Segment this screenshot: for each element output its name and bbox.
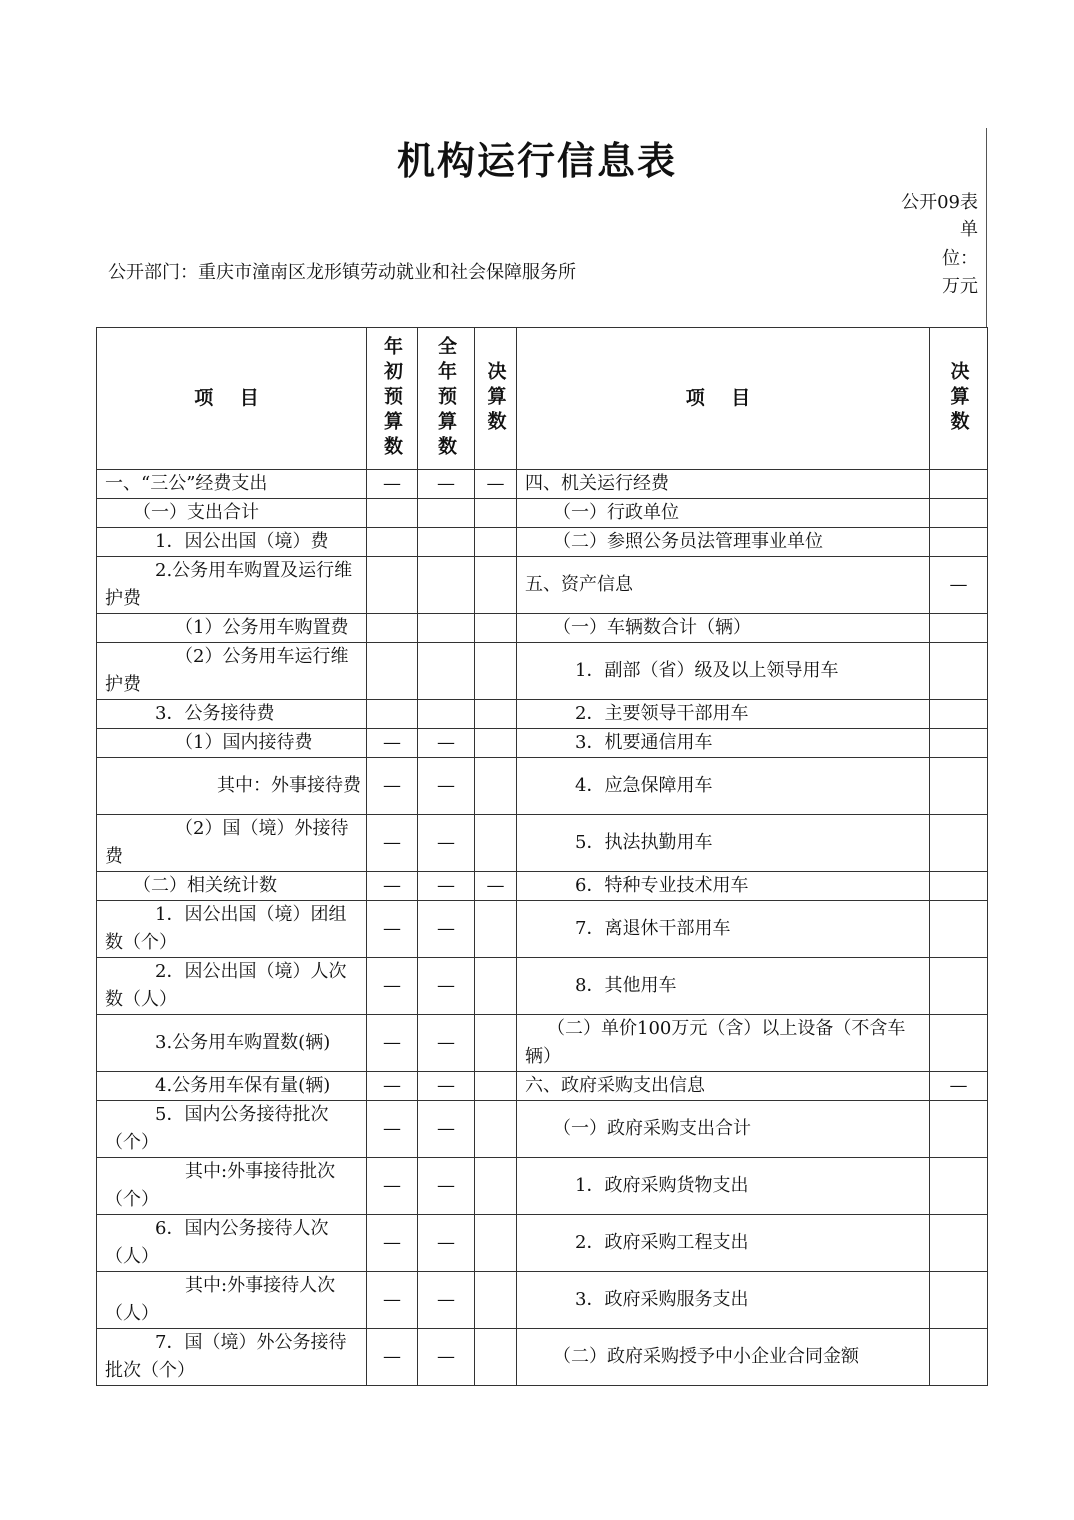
table-row bbox=[97, 1158, 988, 1215]
table-row bbox=[97, 729, 988, 758]
row-left-label: 其中：外事接待费 bbox=[97, 758, 367, 815]
unit-label: 单位：万元 bbox=[942, 219, 978, 297]
final-cell bbox=[475, 557, 517, 614]
row-left-label: （2）国（境）外接待费 bbox=[97, 815, 367, 872]
budget-full-cell: — bbox=[418, 815, 475, 872]
row-right-label: 5．执法执勤用车 bbox=[517, 815, 930, 872]
row-right-label: 7．离退休干部用车 bbox=[517, 901, 930, 958]
header-final: 决算数 bbox=[475, 328, 517, 470]
final-cell bbox=[475, 700, 517, 729]
row-right-label: 2．主要领导干部用车 bbox=[517, 700, 930, 729]
table-row bbox=[97, 901, 988, 958]
final-right-cell bbox=[930, 499, 988, 528]
final-cell bbox=[475, 1329, 517, 1386]
row-left-label: （1）国内接待费 bbox=[97, 729, 367, 758]
budget-initial-cell: — bbox=[367, 1072, 418, 1101]
final-right-cell: — bbox=[930, 557, 988, 614]
budget-full-cell: — bbox=[418, 901, 475, 958]
budget-full-cell: — bbox=[418, 470, 475, 499]
row-right-label: 2．政府采购工程支出 bbox=[517, 1215, 930, 1272]
table-row bbox=[97, 758, 988, 815]
budget-initial-cell: — bbox=[367, 815, 418, 872]
budget-initial-cell bbox=[367, 700, 418, 729]
table-row bbox=[97, 700, 988, 729]
budget-initial-cell: — bbox=[367, 901, 418, 958]
final-right-cell bbox=[930, 1158, 988, 1215]
row-right-label: 五、资产信息 bbox=[517, 557, 930, 614]
final-right-cell bbox=[930, 1101, 988, 1158]
table-row bbox=[97, 528, 988, 557]
final-cell: — bbox=[475, 872, 517, 901]
final-right-cell bbox=[930, 901, 988, 958]
row-right-label: （一）政府采购支出合计 bbox=[517, 1101, 930, 1158]
row-right-label: 1．副部（省）级及以上领导用车 bbox=[517, 643, 930, 700]
row-right-label: （二）单价100万元（含）以上设备（不含车辆） bbox=[517, 1015, 930, 1072]
row-right-label: 3．政府采购服务支出 bbox=[517, 1272, 930, 1329]
header-budget-initial: 年初预算数 bbox=[367, 328, 418, 470]
header-item-right: 项 目 bbox=[517, 328, 930, 470]
row-left-label: 1．因公出国（境）团组数（个） bbox=[97, 901, 367, 958]
table-row bbox=[97, 1072, 988, 1101]
row-left-label: 1．因公出国（境）费 bbox=[97, 528, 367, 557]
budget-initial-cell: — bbox=[367, 1329, 418, 1386]
final-right-cell bbox=[930, 1215, 988, 1272]
budget-initial-cell: — bbox=[367, 758, 418, 815]
row-left-label: 5．国内公务接待批次（个） bbox=[97, 1101, 367, 1158]
row-left-label: （一）支出合计 bbox=[97, 499, 367, 528]
table-row bbox=[97, 1329, 988, 1386]
final-right-cell bbox=[930, 872, 988, 901]
budget-full-cell bbox=[418, 499, 475, 528]
row-left-label: 一、“三公”经费支出 bbox=[97, 470, 367, 499]
final-right-cell bbox=[930, 1329, 988, 1386]
row-right-label: （二）政府采购授予中小企业合同金额 bbox=[517, 1329, 930, 1386]
table-row bbox=[97, 499, 988, 528]
row-left-label: （二）相关统计数 bbox=[97, 872, 367, 901]
final-cell bbox=[475, 1215, 517, 1272]
final-cell bbox=[475, 958, 517, 1015]
budget-full-cell bbox=[418, 557, 475, 614]
budget-full-cell: — bbox=[418, 1072, 475, 1101]
table-row bbox=[97, 958, 988, 1015]
final-cell bbox=[475, 614, 517, 643]
table-row bbox=[97, 815, 988, 872]
budget-full-cell: — bbox=[418, 1101, 475, 1158]
row-right-label: 四、机关运行经费 bbox=[517, 470, 930, 499]
final-right-cell bbox=[930, 958, 988, 1015]
table-row bbox=[97, 643, 988, 700]
department-label: 公开部门：重庆市潼南区龙形镇劳动就业和社会保障服务所 bbox=[108, 262, 576, 283]
budget-full-cell: — bbox=[418, 958, 475, 1015]
budget-initial-cell bbox=[367, 499, 418, 528]
budget-full-cell bbox=[418, 643, 475, 700]
table-row bbox=[97, 1015, 988, 1072]
row-right-label: 8．其他用车 bbox=[517, 958, 930, 1015]
budget-full-cell: — bbox=[418, 758, 475, 815]
page-title: 机构运行信息表 bbox=[396, 139, 677, 183]
row-left-label: 6．国内公务接待人次（人） bbox=[97, 1215, 367, 1272]
info-table bbox=[96, 327, 988, 1386]
budget-full-cell: — bbox=[418, 1272, 475, 1329]
budget-initial-cell: — bbox=[367, 958, 418, 1015]
final-right-cell bbox=[930, 700, 988, 729]
budget-initial-cell: — bbox=[367, 872, 418, 901]
table-row bbox=[97, 1215, 988, 1272]
final-cell bbox=[475, 499, 517, 528]
budget-full-cell bbox=[418, 614, 475, 643]
final-right-cell bbox=[930, 758, 988, 815]
table-row bbox=[97, 557, 988, 614]
budget-full-cell: — bbox=[418, 1015, 475, 1072]
budget-initial-cell bbox=[367, 528, 418, 557]
final-cell bbox=[475, 901, 517, 958]
budget-full-cell bbox=[418, 700, 475, 729]
final-cell bbox=[475, 643, 517, 700]
header-budget-full: 全年预算数 bbox=[418, 328, 475, 470]
header-final-right: 决算数 bbox=[930, 328, 988, 470]
row-left-label: 2.公务用车购置及运行维护费 bbox=[97, 557, 367, 614]
budget-initial-cell: — bbox=[367, 1015, 418, 1072]
budget-initial-cell bbox=[367, 557, 418, 614]
budget-initial-cell: — bbox=[367, 729, 418, 758]
budget-initial-cell: — bbox=[367, 1215, 418, 1272]
table-row bbox=[97, 1101, 988, 1158]
budget-initial-cell: — bbox=[367, 1272, 418, 1329]
row-left-label: 3.公务用车购置数(辆) bbox=[97, 1015, 367, 1072]
final-cell bbox=[475, 1072, 517, 1101]
budget-full-cell: — bbox=[418, 872, 475, 901]
final-cell bbox=[475, 1101, 517, 1158]
final-cell bbox=[475, 1015, 517, 1072]
final-right-cell bbox=[930, 470, 988, 499]
final-right-cell bbox=[930, 643, 988, 700]
budget-full-cell: — bbox=[418, 1215, 475, 1272]
budget-full-cell: — bbox=[418, 729, 475, 758]
final-cell bbox=[475, 1158, 517, 1215]
table-row bbox=[97, 614, 988, 643]
row-left-label: 3．公务接待费 bbox=[97, 700, 367, 729]
row-left-label: 其中:外事接待人次（人） bbox=[97, 1272, 367, 1329]
final-cell bbox=[475, 758, 517, 815]
final-right-cell bbox=[930, 1015, 988, 1072]
final-cell bbox=[475, 528, 517, 557]
row-right-label: 3．机要通信用车 bbox=[517, 729, 930, 758]
row-right-label: （一）行政单位 bbox=[517, 499, 930, 528]
row-left-label: 其中:外事接待批次（个） bbox=[97, 1158, 367, 1215]
final-cell bbox=[475, 729, 517, 758]
budget-full-cell: — bbox=[418, 1329, 475, 1386]
right-rule-line bbox=[986, 128, 987, 328]
budget-initial-cell: — bbox=[367, 470, 418, 499]
budget-full-cell bbox=[418, 528, 475, 557]
row-right-label: 1．政府采购货物支出 bbox=[517, 1158, 930, 1215]
row-left-label: 7．国（境）外公务接待批次（个） bbox=[97, 1329, 367, 1386]
row-right-label: （一）车辆数合计（辆） bbox=[517, 614, 930, 643]
row-left-label: 2．因公出国（境）人次数（人） bbox=[97, 958, 367, 1015]
final-cell bbox=[475, 815, 517, 872]
header-item: 项 目 bbox=[97, 328, 367, 470]
row-right-label: 6．特种专业技术用车 bbox=[517, 872, 930, 901]
final-right-cell bbox=[930, 1272, 988, 1329]
table-row bbox=[97, 1272, 988, 1329]
final-right-cell bbox=[930, 614, 988, 643]
budget-initial-cell: — bbox=[367, 1101, 418, 1158]
final-right-cell bbox=[930, 528, 988, 557]
final-cell: — bbox=[475, 470, 517, 499]
table-row bbox=[97, 470, 988, 499]
row-left-label: （1）公务用车购置费 bbox=[97, 614, 367, 643]
budget-initial-cell bbox=[367, 643, 418, 700]
final-right-cell bbox=[930, 729, 988, 758]
row-left-label: （2）公务用车运行维护费 bbox=[97, 643, 367, 700]
budget-full-cell: — bbox=[418, 1158, 475, 1215]
budget-initial-cell: — bbox=[367, 1158, 418, 1215]
budget-initial-cell bbox=[367, 614, 418, 643]
row-right-label: （二）参照公务员法管理事业单位 bbox=[517, 528, 930, 557]
final-right-cell bbox=[930, 815, 988, 872]
row-right-label: 4．应急保障用车 bbox=[517, 758, 930, 815]
final-right-cell: — bbox=[930, 1072, 988, 1101]
final-cell bbox=[475, 1272, 517, 1329]
table-row bbox=[97, 872, 988, 901]
row-right-label: 六、政府采购支出信息 bbox=[517, 1072, 930, 1101]
form-number: 公开09表 bbox=[901, 192, 978, 213]
row-left-label: 4.公务用车保有量(辆) bbox=[97, 1072, 367, 1101]
